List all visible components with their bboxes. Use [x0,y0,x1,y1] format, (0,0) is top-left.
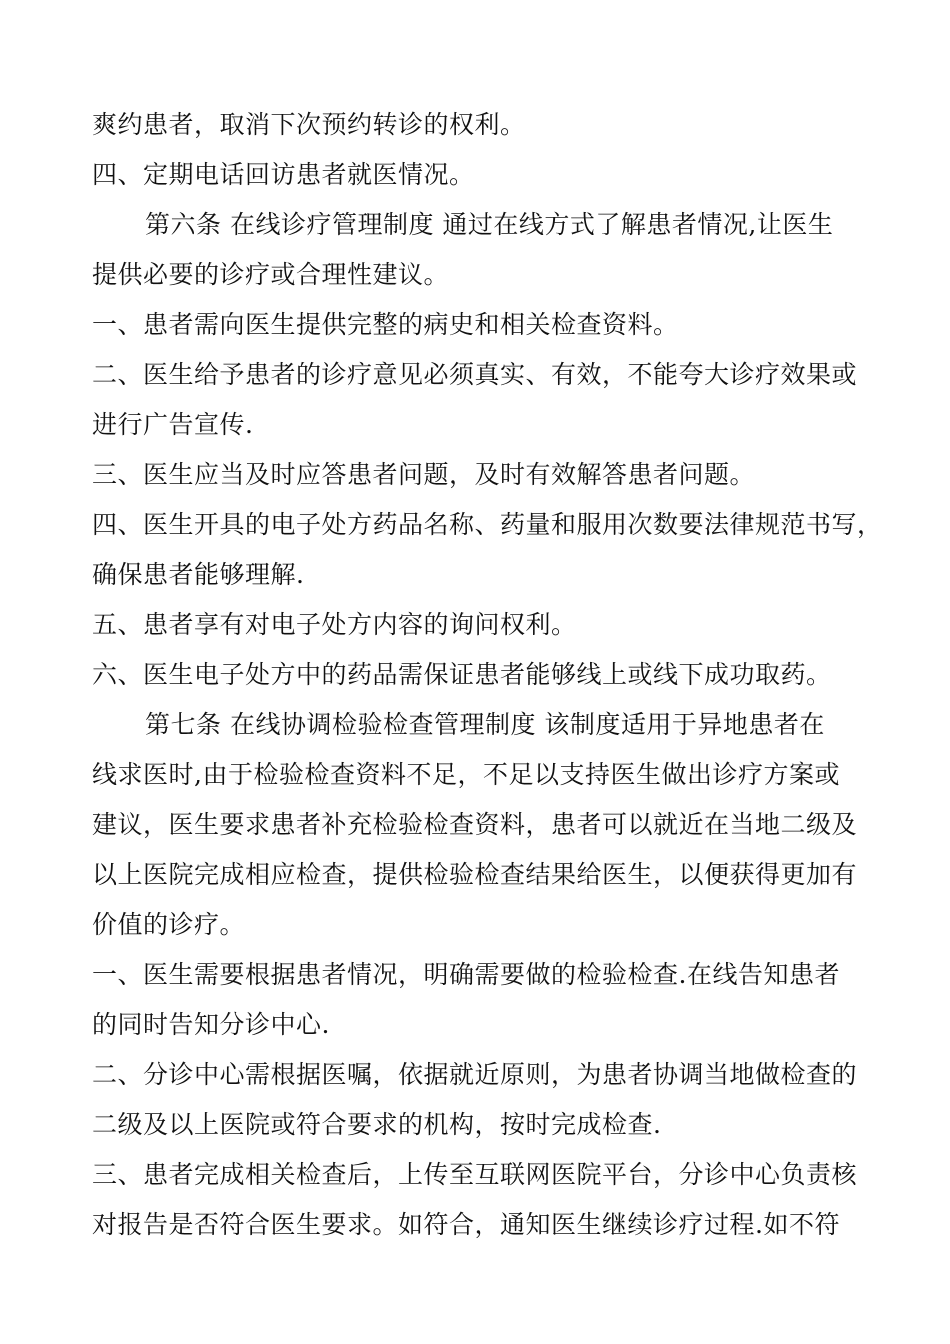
text-line: 三、医生应当及时应答患者问题，及时有效解答患者问题。 [92,460,756,489]
article-heading-line: 第六条 在线诊疗管理制度 通过在线方式了解患者情况,让医生 [145,210,834,239]
text-line: 二、分诊中心需根据医嘱，依据就近原则，为患者协调当地做检查的 [92,1060,858,1089]
article-heading-line: 第七条 在线协调检验检查管理制度 该制度适用于异地患者在 [145,710,825,739]
text-line: 二级及以上医院或符合要求的机构，按时完成检查. [92,1110,662,1139]
text-line: 进行广告宣传. [92,410,254,439]
text-line: 确保患者能够理解. [92,560,305,589]
text-line: 一、医生需要根据患者情况，明确需要做的检验检查.在线告知患者 [92,960,840,989]
text-line: 建议，医生要求患者补充检验检查资料，患者可以就近在当地二级及 [92,810,858,839]
text-line: 的同时告知分诊中心. [92,1010,330,1039]
text-line: 五、患者享有对电子处方内容的询问权利。 [92,610,577,639]
text-line: 对报告是否符合医生要求。如符合，通知医生继续诊疗过程.如不符 [92,1210,840,1239]
text-line: 线求医时,由于检验检查资料不足，不足以支持医生做出诊疗方案或 [92,760,840,789]
text-line: 三、患者完成相关检查后，上传至互联网医院平台，分诊中心负责核 [92,1160,858,1189]
text-line: 六、医生电子处方中的药品需保证患者能够线上或线下成功取药。 [92,660,832,689]
text-line: 爽约患者，取消下次预约转诊的权利。 [92,110,526,139]
text-line: 价值的诊疗。 [92,910,246,939]
text-line: 二、医生给予患者的诊疗意见必须真实、有效，不能夸大诊疗效果或 [92,360,858,389]
text-line: 提供必要的诊疗或合理性建议。 [92,260,450,289]
text-line: 以上医院完成相应检查，提供检验检查结果给医生，以便获得更加有 [92,860,858,889]
text-line: 四、定期电话回访患者就医情况。 [92,160,475,189]
text-line: 四、医生开具的电子处方药品名称、药量和服用次数要法律规范书写， [92,510,883,539]
text-line: 一、患者需向医生提供完整的病史和相关检查资料。 [92,310,679,339]
